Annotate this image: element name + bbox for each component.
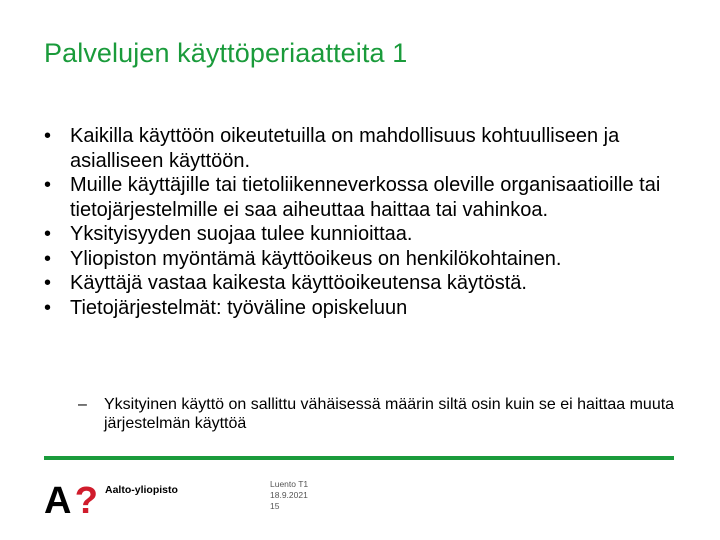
aalto-logo [44, 478, 100, 518]
bullet-item [44, 247, 684, 272]
footer-meta [270, 479, 308, 512]
bullet-text: Muille käyttäjille tai tietoliikenneverkossa oleville organisaatioille tai tietojärjestelmille ei saa aiheuttaa haittaa tai vahinkoa. [70, 174, 661, 221]
lecture-label: Luento T1 [270, 479, 309, 489]
bullet-text: Käyttäjä vastaa kaikesta käyttöoikeutensa käytöstä. [70, 272, 527, 294]
bullet-marker: • [44, 296, 52, 319]
page-number: 15 [270, 501, 280, 511]
sub-bullet-text: Yksityinen käyttö on sallittu vähäisessä määrin siltä osin kuin se ei haittaa muuta järjestelmän käyttöä [104, 396, 675, 432]
bullet-list [44, 124, 684, 320]
bullet-text: Tietojärjestelmät: työväline opiskeluun [70, 296, 408, 319]
bullet-marker: • [44, 174, 52, 196]
bullet-item [44, 271, 684, 296]
logo-mark-text: A? [44, 480, 98, 518]
bullet-item [44, 296, 684, 321]
bullet-item [44, 124, 684, 173]
bullet-text: Kaikilla käyttöön oikeutetuilla on mahdollisuus kohtuulliseen ja asialliseen käyttöön. [70, 125, 620, 172]
sub-bullet-list [78, 395, 678, 433]
slide-title: Palvelujen käyttöperiaatteita 1 [44, 38, 408, 68]
sub-bullet-marker: – [78, 396, 87, 413]
bullet-text: Yliopiston myöntämä käyttöoikeus on henkilökohtainen. [70, 247, 562, 270]
bullet-marker: • [44, 272, 52, 294]
bullet-item [44, 222, 684, 247]
bullet-marker: • [44, 247, 52, 270]
bullet-item [44, 173, 684, 222]
slide-date: 18.9.2021 [270, 490, 308, 500]
bullet-marker: • [44, 125, 52, 147]
bullet-text: Yksityisyyden suojaa tulee kunnioittaa. [70, 223, 413, 245]
logo-wordmark: Aalto-yliopisto [105, 484, 178, 496]
sub-bullet-item [78, 395, 678, 433]
footer-divider [44, 456, 674, 460]
bullet-marker: • [44, 223, 52, 245]
